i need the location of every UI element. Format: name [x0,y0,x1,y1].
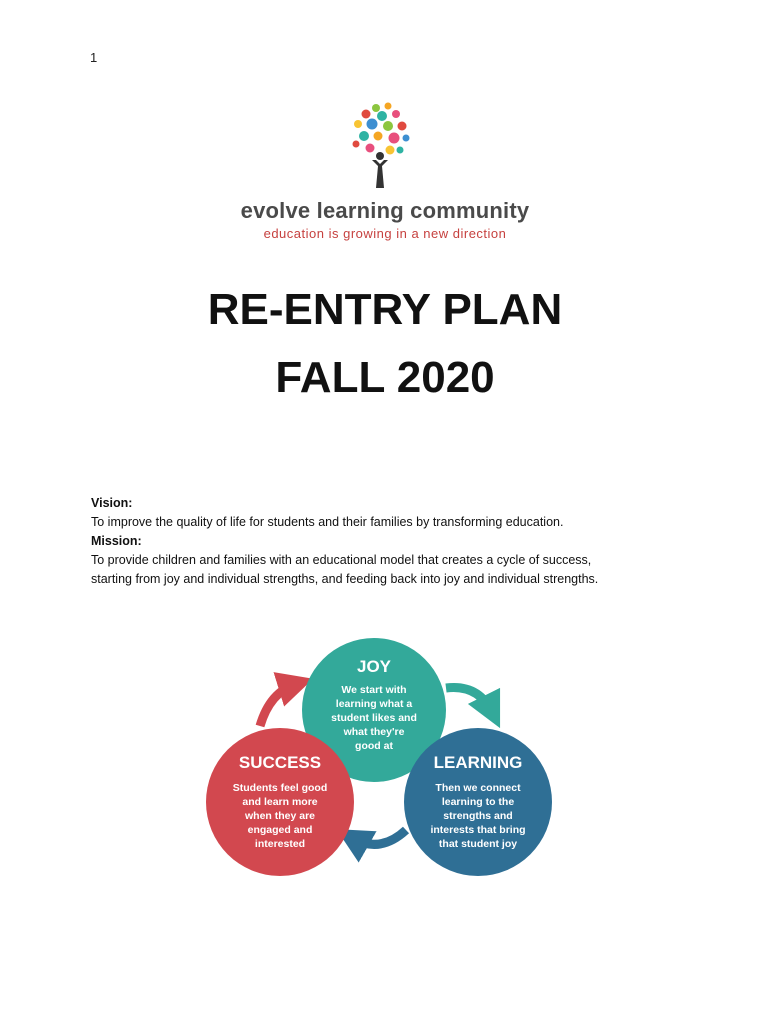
joy-text-line-4: what they're [343,726,405,738]
page-number: 1 [90,50,98,65]
success-heading: SUCCESS [238,753,322,772]
joy-heading: JOY [356,657,392,676]
arrow-joy-to-learning-icon [446,688,492,713]
organization-tagline: education is growing in a new direction [263,226,507,241]
success-text-line-1: Students feel good [232,782,328,794]
title-line-1: RE-ENTRY PLAN [207,285,563,334]
document-title [0,276,770,412]
joy-text-line-3: student likes and [331,712,417,724]
title-line-2: FALL 2020 [275,353,495,402]
success-circle [206,728,354,876]
vision-mission [91,494,691,589]
logo [0,98,770,248]
learning-text-line-5: that student joy [438,838,518,850]
learning-text-line-2: learning to the [441,796,515,808]
success-text-line-2: and learn more [242,796,318,808]
mission-label: Mission: [91,534,142,548]
organization-name: evolve learning community [240,198,530,223]
success-text-line-4: engaged and [247,824,313,836]
tree-logo-icon [342,98,418,194]
arrow-learning-to-success-icon [352,830,406,844]
joy-text-line-5: good at [355,740,393,752]
learning-circle [404,728,552,876]
learning-heading: LEARNING [433,753,523,772]
success-text-line-5: interested [254,838,306,850]
joy-text-line-2: learning what a [335,698,413,710]
joy-text-line-1: We start with [341,684,407,696]
mission-text-line-2: starting from joy and individual strengths, and feeding back into joy and individual strengths. [91,572,599,586]
learning-text-line-3: strengths and [443,810,513,822]
learning-text-line-4: interests that bring [430,824,526,836]
success-text-line-3: when they are [244,810,316,822]
joy-learning-success-cycle [200,632,570,882]
vision-text: To improve the quality of life for students and their families by transforming education. [91,515,564,529]
learning-text-line-1: Then we connect [435,782,521,794]
arrow-success-to-joy-icon [260,684,296,726]
vision-label: Vision: [91,496,133,510]
mission-text-line-1: To provide children and families with an educational model that creates a cycle of success, [91,553,592,567]
